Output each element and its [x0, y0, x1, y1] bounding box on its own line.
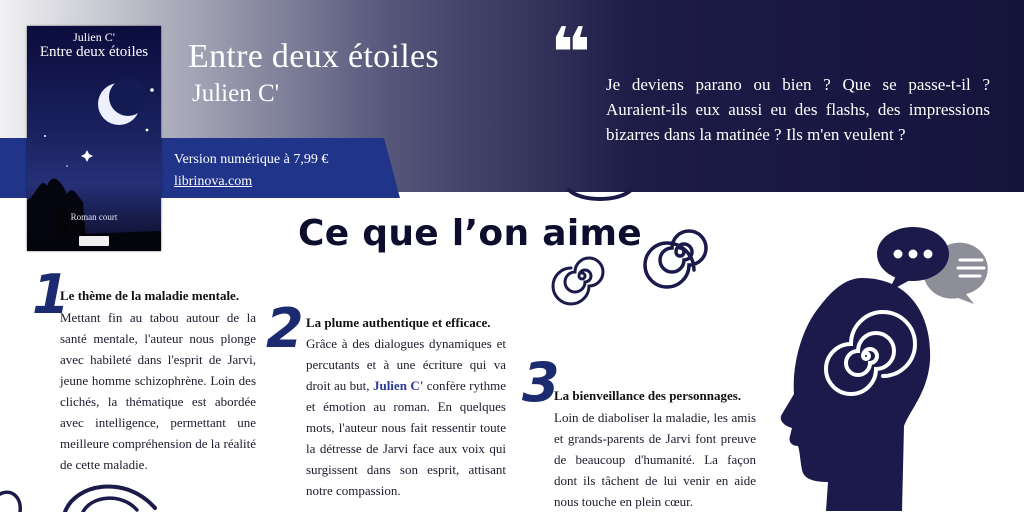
spiral-icon: [565, 186, 635, 206]
point-title-1: Le thème de la maladie mentale.: [60, 288, 240, 303]
cover-subtitle: Roman court: [70, 212, 118, 222]
point-number-2: 2: [266, 297, 304, 360]
point-body-3: Loin de diaboliser la maladie, les amis et grands-parents de Jarvi font preuve de beaucoup d'humanité. La façon dont ils tâchent de lui venir en aide nous touche en plein cœur.: [554, 410, 756, 509]
spiral-icon: [55, 478, 165, 512]
book-cover: [27, 26, 161, 251]
point-body-2-before: Grâce à des dialogues dynamiques et percutants et à une écriture qui va droit au but,: [306, 336, 506, 393]
price-label: Version numérique à 7,99 €: [174, 152, 329, 167]
point-body-2-after: confère rythme et émotion au roman. En quelques mots, l'auteur nous fait ressentir toute la détresse de Jarvi face aux voix qui surgissent dans son esprit, attisant notre compassion.: [306, 378, 506, 498]
quote-icon: ❝: [550, 12, 592, 94]
section-heading: Ce que l’on aime: [298, 213, 642, 254]
point-title-3: La bienveillance des personnages.: [554, 388, 742, 403]
spiral-icon: [0, 484, 26, 512]
book-title: Entre deux étoiles: [188, 38, 439, 75]
point-body-1: Mettant fin au tabou autour de la santé mentale, l'auteur nous plonge avec habileté dans l'esprit de Jarvi, jeune homme schizophrène. Loin des clichés, la thématique est abordée avec intelligence, permettant une meilleure compréhension de la réalité de cette maladie.: [60, 310, 256, 472]
head-spiral-icon: [770, 268, 940, 511]
point-title-2: La plume authentique et efficace.: [306, 315, 491, 330]
author-highlight: Julien C': [372, 378, 424, 393]
cover-author: Julien C': [73, 30, 115, 44]
book-author: Julien C': [192, 80, 280, 107]
point-number-1: 1: [32, 263, 70, 326]
spiral-icon: [640, 212, 720, 292]
quote-text: Je deviens parano ou bien ? Que se passe-t-il ? Auraient-ils eux aussi eu des flashs, des impressions bizarres dans la matinée ? Ils m'en veulent ?: [606, 75, 990, 144]
point-body-2: [306, 333, 506, 501]
spiral-icon: [556, 250, 608, 302]
publisher-logo: [79, 236, 109, 246]
publisher-link[interactable]: librinova.com: [174, 174, 253, 189]
point-number-3: 3: [522, 351, 560, 414]
cover-title: Entre deux étoiles: [39, 44, 149, 60]
